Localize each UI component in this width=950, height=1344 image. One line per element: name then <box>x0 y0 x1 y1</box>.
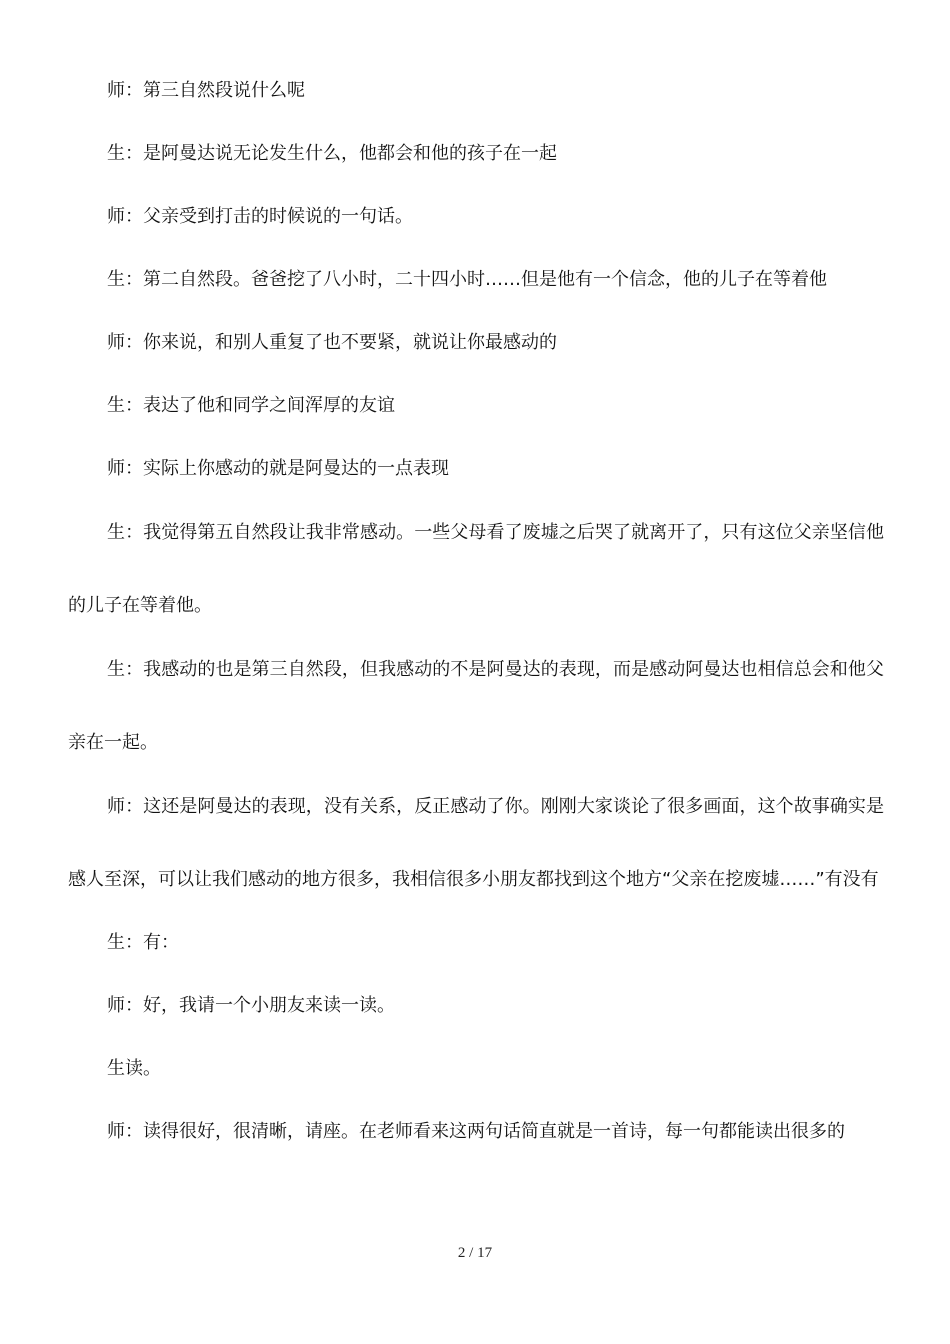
paragraph-3: 师：父亲受到打击的时候说的一句话。 <box>107 206 413 227</box>
paragraph-9: 生：我感动的也是第三自然段，但我感动的不是阿曼达的表现，而是感动阿曼达也相信总会和他父亲在一起。 <box>68 659 884 753</box>
paragraph-5: 师：你来说，和别人重复了也不要紧，就说让你最感动的 <box>107 332 557 353</box>
paragraph-6: 生：表达了他和同学之间浑厚的友谊 <box>107 395 395 416</box>
paragraph-7: 师：实际上你感动的就是阿曼达的一点表现 <box>107 458 449 479</box>
paragraph-14: 师：读得很好，很清晰，请座。在老师看来这两句话简直就是一首诗，每一句都能读出很多的 <box>107 1121 845 1142</box>
paragraph-4: 生：第二自然段。爸爸挖了八小时，二十四小时……但是他有一个信念，他的儿子在等着他 <box>107 269 827 290</box>
document-body <box>68 78 884 1182</box>
paragraph-8: 生：我觉得第五自然段让我非常感动。一些父母看了废墟之后哭了就离开了，只有这位父亲坚信他的儿子在等着他。 <box>68 522 884 616</box>
page-number: 2 / 17 <box>457 1245 493 1261</box>
paragraph-10: 师：这还是阿曼达的表现，没有关系，反正感动了你。刚刚大家谈论了很多画面，这个故事确实是感人至深，可以让我们感动的地方很多，我相信很多小朋友都找到这个地方“父亲在挖废墟……”有没有 <box>68 796 884 890</box>
paragraph-2: 生：是阿曼达说无论发生什么，他都会和他的孩子在一起 <box>107 143 557 164</box>
paragraph-1: 师：第三自然段说什么呢 <box>107 80 305 101</box>
paragraph-12: 师：好，我请一个小朋友来读一读。 <box>107 995 395 1016</box>
paragraph-13: 生读。 <box>107 1058 161 1079</box>
paragraph-11: 生：有： <box>107 932 179 953</box>
